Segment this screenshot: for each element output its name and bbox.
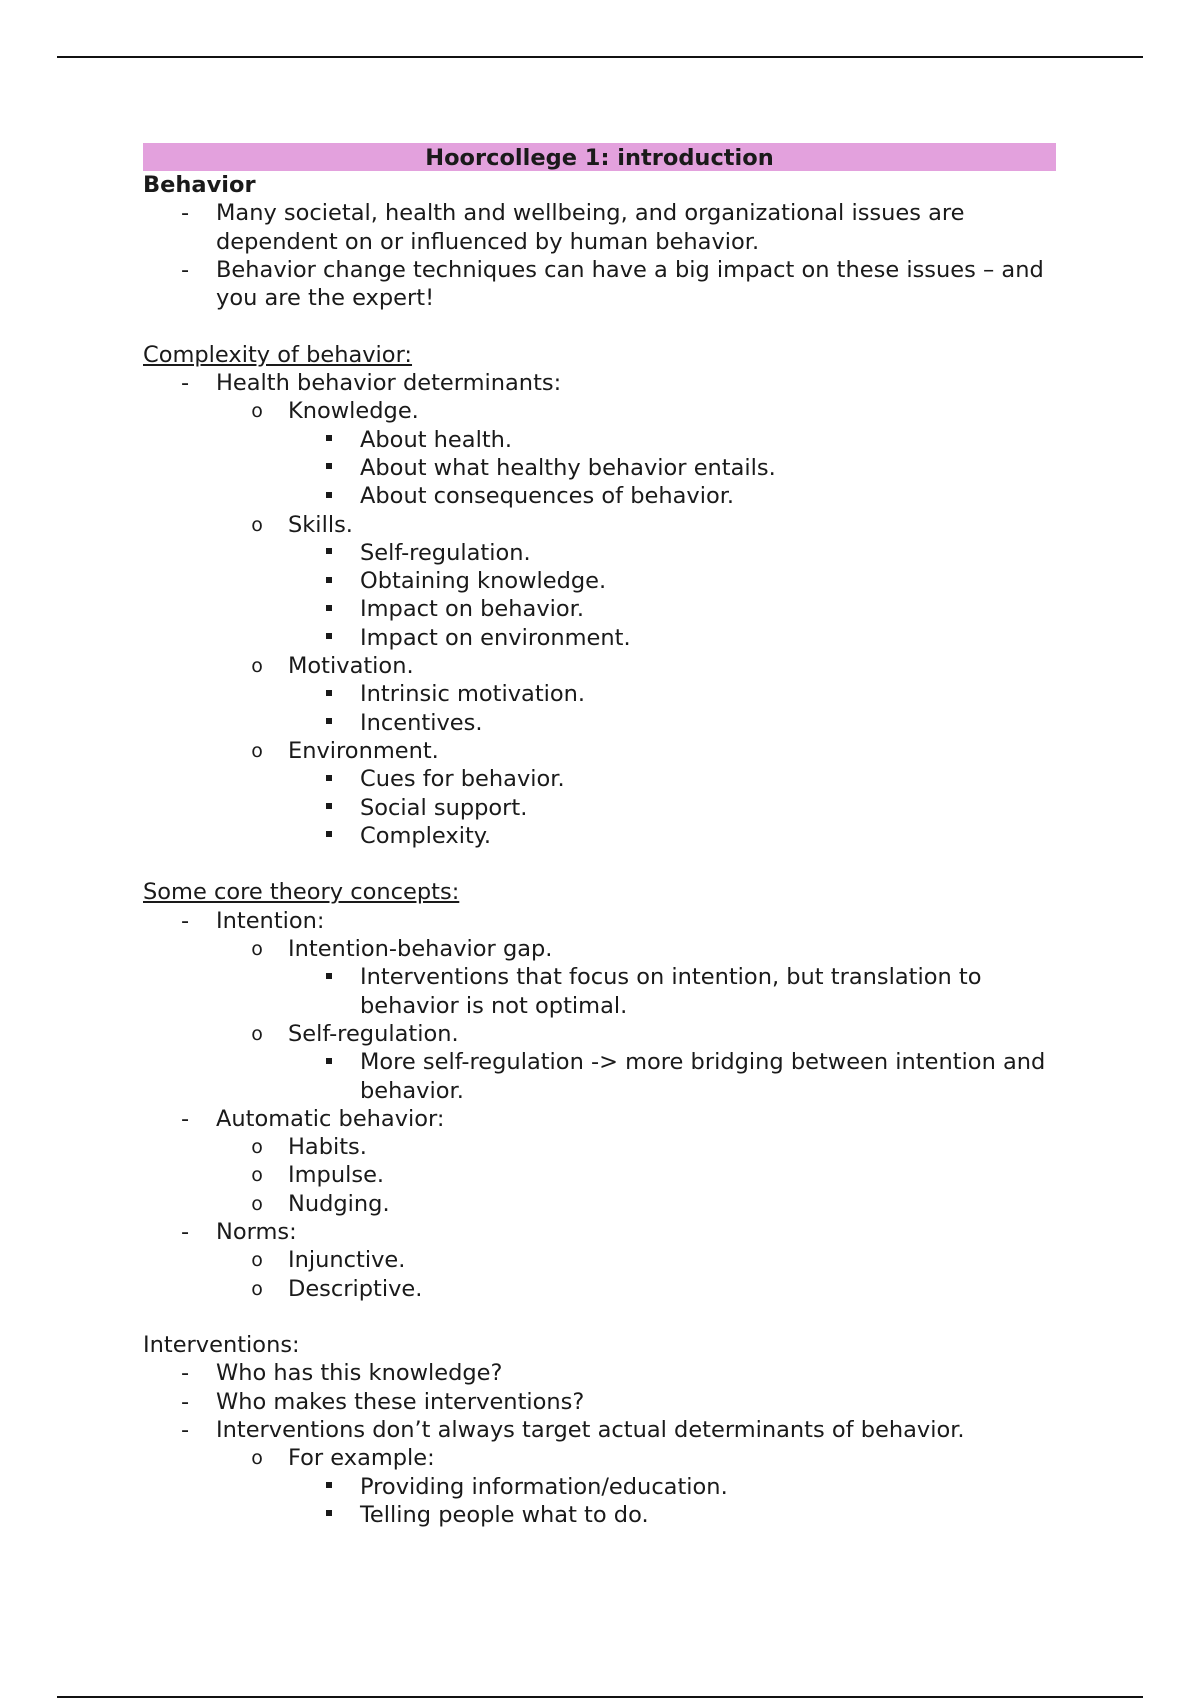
square-bullet-icon — [319, 595, 339, 623]
list-item-level-1 — [143, 907, 1056, 935]
square-bullet-icon — [319, 822, 339, 850]
list-item-text: Who makes these interventions? — [216, 1388, 585, 1415]
square-bullet-icon — [319, 567, 339, 595]
square-bullet-icon — [319, 1501, 339, 1529]
list-item-text: Telling people what to do. — [360, 1501, 649, 1528]
dash-bullet: - — [180, 907, 190, 934]
list-item-level-2 — [143, 1133, 1056, 1161]
list-item-level-2 — [143, 1275, 1056, 1303]
list-item-level-3 — [143, 680, 1056, 708]
list-item-text: Motivation. — [288, 653, 414, 680]
list-item-text: Descriptive. — [288, 1275, 423, 1302]
blank-line — [143, 850, 1056, 878]
square-bullet-icon — [319, 454, 339, 482]
circle-bullet: o — [251, 1164, 263, 1187]
document-body — [143, 143, 1056, 1529]
square-bullet-icon — [319, 624, 339, 652]
list-item-text: Complexity. — [360, 822, 492, 849]
list-item-text: Interventions don’t always target actual determinants of behavior. — [216, 1417, 965, 1444]
document-title: Hoorcollege 1: introduction — [143, 143, 1056, 171]
list-item-level-2 — [143, 935, 1056, 963]
list-item-text: Obtaining knowledge. — [360, 568, 607, 595]
list-item-level-2 — [143, 511, 1056, 539]
list-item-text: Knowledge. — [288, 398, 419, 425]
square-bullet-icon — [319, 426, 339, 454]
list-item-text: For example: — [288, 1445, 435, 1472]
dash-bullet: - — [180, 370, 190, 397]
list-item-level-1 — [143, 1416, 1056, 1444]
list-item-level-1 — [143, 1105, 1056, 1133]
circle-bullet: o — [251, 513, 263, 536]
dash-bullet: - — [180, 256, 190, 283]
list-item-text: About consequences of behavior. — [360, 483, 735, 510]
dash-bullet: - — [180, 1360, 190, 1387]
list-item-level-3 — [143, 1501, 1056, 1529]
list-item-text: Nudging. — [288, 1190, 390, 1217]
circle-bullet: o — [251, 739, 263, 762]
circle-bullet: o — [251, 1277, 263, 1300]
list-item-text: Impulse. — [288, 1162, 385, 1189]
page-top-rule — [57, 56, 1143, 58]
list-item-text: Skills. — [288, 511, 353, 538]
list-item-level-2 — [143, 1246, 1056, 1274]
circle-bullet: o — [251, 1447, 263, 1470]
dash-bullet: - — [180, 1105, 190, 1132]
dash-bullet: - — [180, 200, 190, 227]
section-heading: Complexity of behavior: — [143, 341, 413, 368]
list-item-text: Impact on environment. — [360, 624, 631, 651]
square-bullet-icon — [319, 963, 339, 991]
square-bullet-icon — [319, 1473, 339, 1501]
list-item-text: Interventions that focus on intention, but translation to behavior is not optimal. — [360, 964, 982, 1019]
list-item-text: Social support. — [360, 794, 528, 821]
section-heading: Interventions: — [143, 1332, 300, 1359]
circle-bullet: o — [251, 1022, 263, 1045]
list-item-text: Habits. — [288, 1134, 367, 1161]
list-item-level-2 — [143, 1020, 1056, 1048]
list-item-text: Impact on behavior. — [360, 596, 584, 623]
list-item-level-3 — [143, 426, 1056, 454]
sections-container — [143, 171, 1056, 1529]
list-item-level-1 — [143, 1218, 1056, 1246]
list-item-level-3 — [143, 822, 1056, 850]
square-bullet-icon — [319, 680, 339, 708]
square-bullet-icon — [319, 482, 339, 510]
square-bullet-icon — [319, 1048, 339, 1076]
list-item-text: Intention-behavior gap. — [288, 936, 553, 963]
list-item-level-1 — [143, 1359, 1056, 1387]
list-item-text: Behavior change techniques can have a big impact on these issues – and you are the expert! — [216, 256, 1044, 312]
section-heading: Some core theory concepts: — [143, 879, 460, 906]
list-item-level-2 — [143, 737, 1056, 765]
list-item-level-3 — [143, 454, 1056, 482]
dash-bullet: - — [180, 1218, 190, 1245]
list-item-level-3 — [143, 709, 1056, 737]
list-item-text: Norms: — [216, 1218, 297, 1245]
list-item-level-3 — [143, 1473, 1056, 1501]
list-item-level-3 — [143, 482, 1056, 510]
list-item-level-2 — [143, 397, 1056, 425]
list-item-level-1 — [143, 369, 1056, 397]
list-item-level-3 — [143, 794, 1056, 822]
circle-bullet: o — [251, 1249, 263, 1272]
list-item-level-3 — [143, 539, 1056, 567]
list-item-text: Intrinsic motivation. — [360, 681, 586, 708]
list-item-text: Health behavior determinants: — [216, 370, 562, 397]
list-item-level-3 — [143, 567, 1056, 595]
list-item-text: Providing information/education. — [360, 1473, 728, 1500]
list-item-text: About what healthy behavior entails. — [360, 454, 776, 481]
blank-line — [143, 312, 1056, 340]
list-item-text: Who has this knowledge? — [216, 1360, 503, 1387]
dash-bullet: - — [180, 1417, 190, 1444]
list-item-text: Environment. — [288, 737, 439, 764]
list-item-text: Automatic behavior: — [216, 1105, 445, 1132]
list-item-level-3 — [143, 595, 1056, 623]
list-item-level-3 — [143, 765, 1056, 793]
list-item-level-2 — [143, 1444, 1056, 1472]
circle-bullet: o — [251, 1136, 263, 1159]
list-item-text: Intention: — [216, 907, 325, 934]
list-item-level-1 — [143, 1388, 1056, 1416]
list-item-level-1 — [143, 199, 1056, 256]
square-bullet-icon — [319, 765, 339, 793]
list-item-level-3 — [143, 1048, 1056, 1105]
circle-bullet: o — [251, 655, 263, 678]
circle-bullet: o — [251, 938, 263, 961]
list-item-level-1 — [143, 256, 1056, 313]
page-bottom-rule — [57, 1696, 1143, 1698]
list-item-text: Incentives. — [360, 709, 483, 736]
circle-bullet: o — [251, 1192, 263, 1215]
circle-bullet: o — [251, 400, 263, 423]
list-item-level-2 — [143, 1190, 1056, 1218]
list-item-text: Injunctive. — [288, 1247, 406, 1274]
list-item-text: Self-regulation. — [360, 539, 531, 566]
list-item-text: Cues for behavior. — [360, 766, 565, 793]
square-bullet-icon — [319, 794, 339, 822]
list-item-level-2 — [143, 652, 1056, 680]
section-heading: Behavior — [143, 172, 256, 198]
square-bullet-icon — [319, 709, 339, 737]
square-bullet-icon — [319, 539, 339, 567]
list-item-level-3 — [143, 624, 1056, 652]
list-item-text: Self-regulation. — [288, 1020, 459, 1047]
list-item-level-2 — [143, 1161, 1056, 1189]
blank-line — [143, 1303, 1056, 1331]
list-item-text: Many societal, health and wellbeing, and organizational issues are dependent on or influenced by human behavior. — [216, 200, 965, 255]
dash-bullet: - — [180, 1388, 190, 1415]
list-item-text: More self-regulation -> more bridging between intention and behavior. — [360, 1049, 1046, 1104]
list-item-level-3 — [143, 963, 1056, 1020]
list-item-text: About health. — [360, 426, 513, 453]
